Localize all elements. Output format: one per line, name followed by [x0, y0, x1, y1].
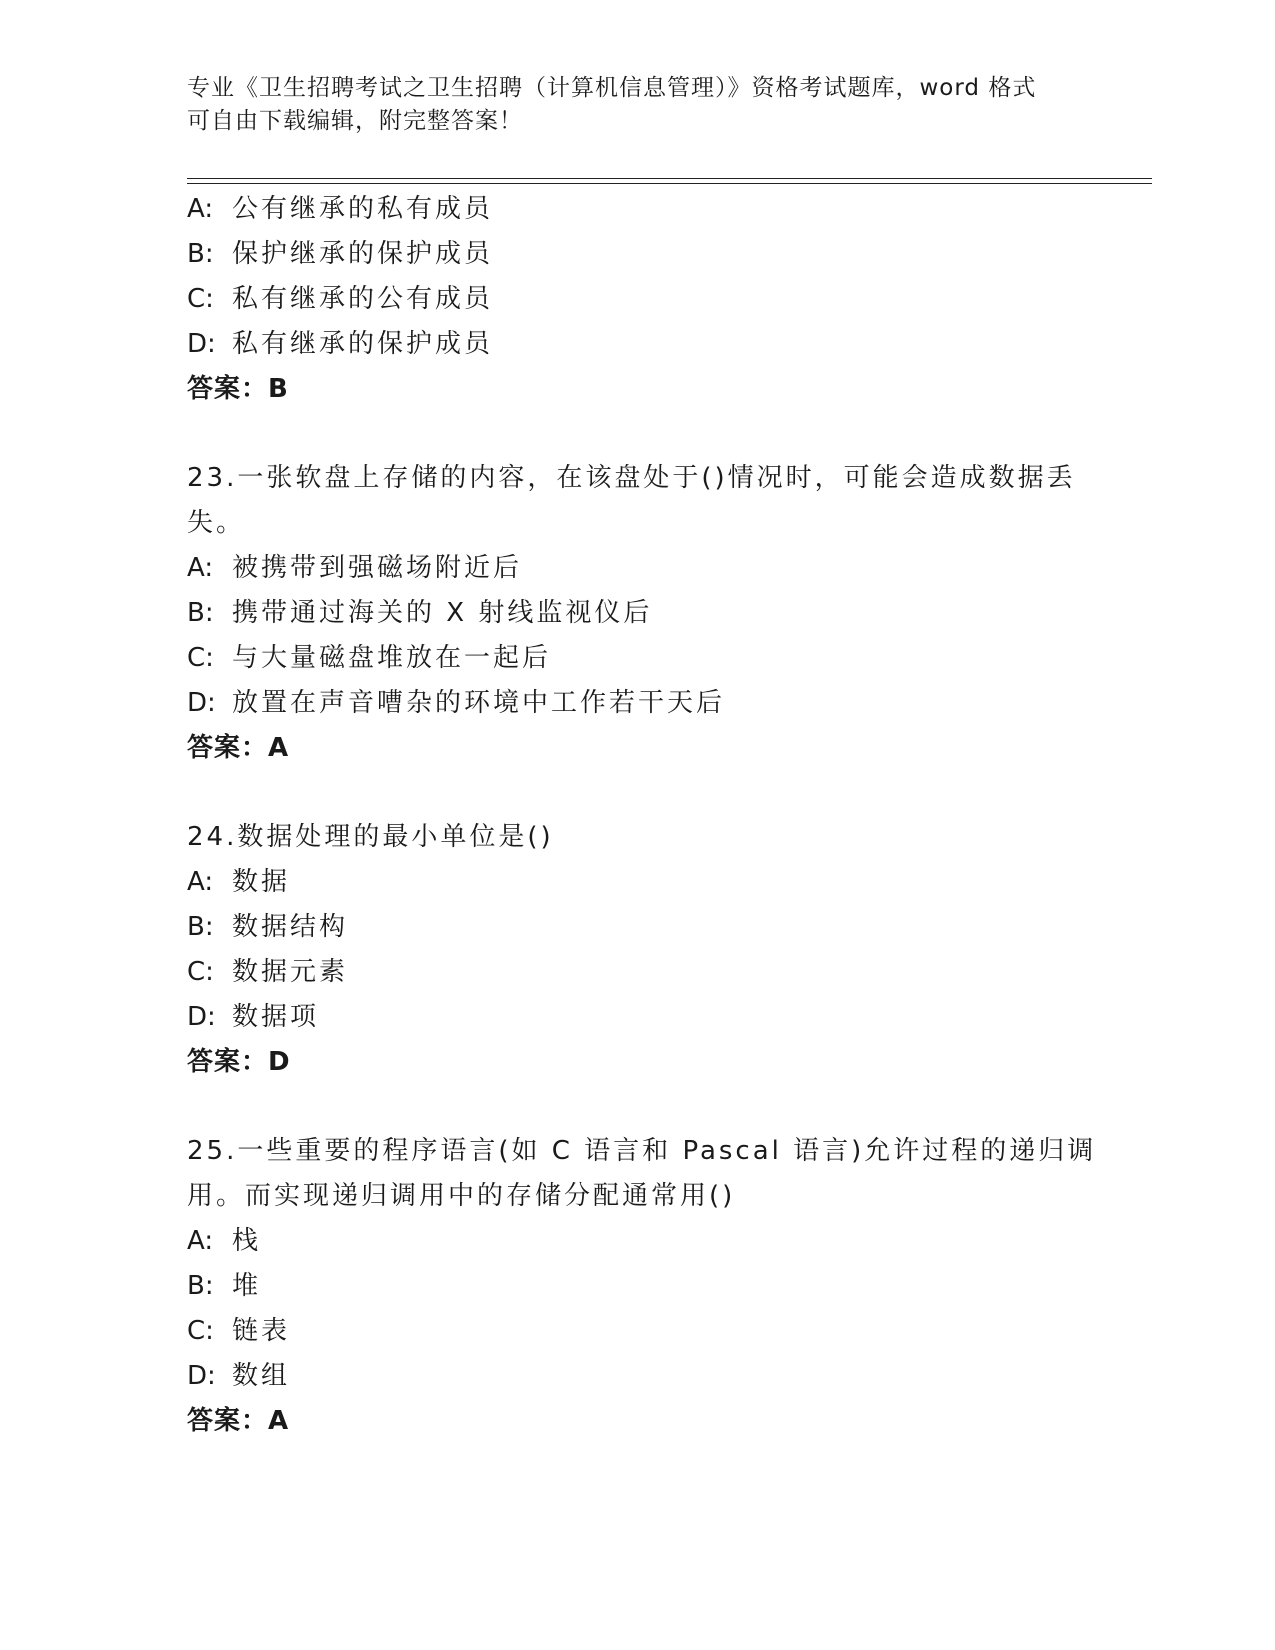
document-header: [187, 72, 1087, 138]
q23-stem-line-2: 失。: [187, 508, 246, 538]
option-label: C:: [187, 284, 214, 314]
q23-stem-line-1: 23.一张软盘上存储的内容，在该盘处于()情况时，可能会造成数据丢: [187, 463, 1076, 493]
option-text: 携带通过海关的 X 射线监视仪后: [232, 598, 653, 628]
option-label: C:: [187, 643, 214, 673]
q22-answer: 答案：B: [187, 374, 289, 404]
q22-option-d: [187, 327, 493, 361]
q24-option-d: [187, 1000, 319, 1034]
q25-option-a: [187, 1224, 261, 1258]
q25-option-b: [187, 1269, 261, 1303]
option-label: C:: [187, 1316, 214, 1346]
option-text: 被携带到强磁场附近后: [232, 553, 523, 583]
q25-stem-line-2: 用。而实现递归调用中的存储分配通常用(): [187, 1181, 736, 1211]
header-line-2: 可自由下载编辑，附完整答案！: [187, 108, 523, 134]
q22-option-c: [187, 282, 493, 316]
option-text: 数组: [232, 1361, 291, 1391]
q22-option-a: [187, 192, 493, 226]
q24-answer: 答案：D: [187, 1047, 291, 1077]
option-text: 数据: [232, 867, 291, 897]
q24-stem-line-1: 24.数据处理的最小单位是(): [187, 822, 554, 852]
option-text: 栈: [232, 1226, 262, 1256]
option-label: C:: [187, 957, 214, 987]
q23-option-a: [187, 551, 522, 585]
option-label: A:: [187, 553, 214, 583]
option-label: D:: [187, 1002, 216, 1032]
option-text: 放置在声音嘈杂的环境中工作若干天后: [232, 688, 726, 718]
option-text: 堆: [232, 1271, 262, 1301]
q24-option-a: [187, 865, 290, 899]
q24-option-b: [187, 910, 348, 944]
option-text: 数据元素: [232, 957, 349, 987]
option-label: D:: [187, 329, 216, 359]
q25-stem-line-1: 25.一些重要的程序语言(如 C 语言和 Pascal 语言)允许过程的递归调: [187, 1136, 1097, 1166]
option-label: A:: [187, 194, 214, 224]
option-label: B:: [187, 912, 214, 942]
option-label: B:: [187, 1271, 214, 1301]
option-text: 私有继承的保护成员: [232, 329, 494, 359]
option-text: 数据项: [232, 1002, 320, 1032]
option-label: D:: [187, 1361, 216, 1391]
option-label: A:: [187, 867, 214, 897]
option-text: 数据结构: [232, 912, 349, 942]
option-text: 链表: [232, 1316, 291, 1346]
q23-option-d: [187, 686, 725, 720]
option-label: A:: [187, 1226, 214, 1256]
q23-answer: 答案：A: [187, 733, 290, 763]
q22-option-b: [187, 237, 493, 271]
header-divider-top: [187, 178, 1152, 179]
option-text: 公有继承的私有成员: [232, 194, 494, 224]
q23-option-b: [187, 596, 652, 630]
option-label: B:: [187, 598, 214, 628]
option-text: 与大量磁盘堆放在一起后: [232, 643, 552, 673]
option-text: 私有继承的公有成员: [232, 284, 494, 314]
option-text: 保护继承的保护成员: [232, 239, 494, 269]
q25-option-d: [187, 1359, 290, 1393]
option-label: B:: [187, 239, 214, 269]
q25-option-c: [187, 1314, 290, 1348]
option-label: D:: [187, 688, 216, 718]
q23-option-c: [187, 641, 551, 675]
q24-option-c: [187, 955, 348, 989]
header-divider-bottom: [187, 183, 1152, 184]
header-line-1: 专业《卫生招聘考试之卫生招聘（计算机信息管理）》资格考试题库，word 格式: [187, 75, 1037, 101]
q25-answer: 答案：A: [187, 1406, 290, 1436]
